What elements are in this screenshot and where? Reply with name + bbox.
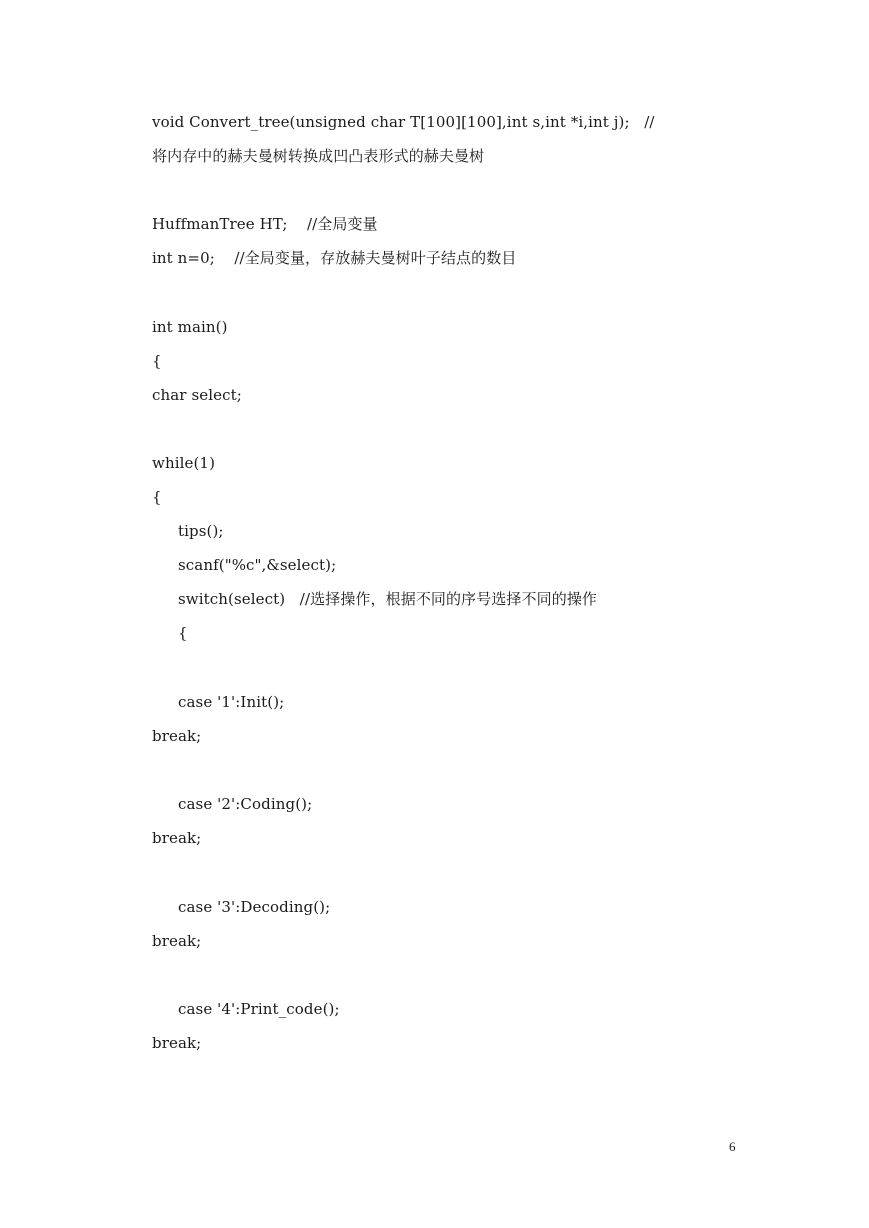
- code-line-main-open-brace: {: [152, 352, 162, 370]
- code-line-convert-tree-decl: void Convert_tree(unsigned char T[100][100],int s,int *i,int j); //: [152, 113, 655, 131]
- code-line-tips: tips();: [178, 522, 224, 540]
- code-line-switch: switch(select) //选择操作，根据不同的序号选择不同的操作: [178, 590, 598, 608]
- code-line-while-open-brace: {: [152, 488, 162, 506]
- code-line-char-select: char select;: [152, 386, 242, 404]
- code-line-break-2: break;: [152, 829, 202, 847]
- code-line-global-n: int n=0; //全局变量，存放赫夫曼树叶子结点的数目: [152, 249, 517, 267]
- code-line-case-3: case '3':Decoding();: [178, 898, 331, 916]
- code-line-break-4: break;: [152, 1034, 202, 1052]
- code-line-main-signature: int main(): [152, 318, 228, 336]
- page-number: 6: [729, 1139, 736, 1154]
- code-line-case-4: case '4':Print_code();: [178, 1000, 340, 1018]
- code-line-global-ht: HuffmanTree HT; //全局变量: [152, 215, 378, 233]
- code-line-switch-open-brace: {: [178, 624, 188, 642]
- code-line-break-3: break;: [152, 932, 202, 950]
- code-line-comment-continuation: 将内存中的赫夫曼树转换成凹凸表形式的赫夫曼树: [152, 147, 485, 165]
- code-line-scanf: scanf("%c",&select);: [178, 556, 337, 574]
- code-line-case-1: case '1':Init();: [178, 693, 285, 711]
- code-line-break-1: break;: [152, 727, 202, 745]
- code-line-case-2: case '2':Coding();: [178, 795, 313, 813]
- code-line-while: while(1): [152, 454, 216, 472]
